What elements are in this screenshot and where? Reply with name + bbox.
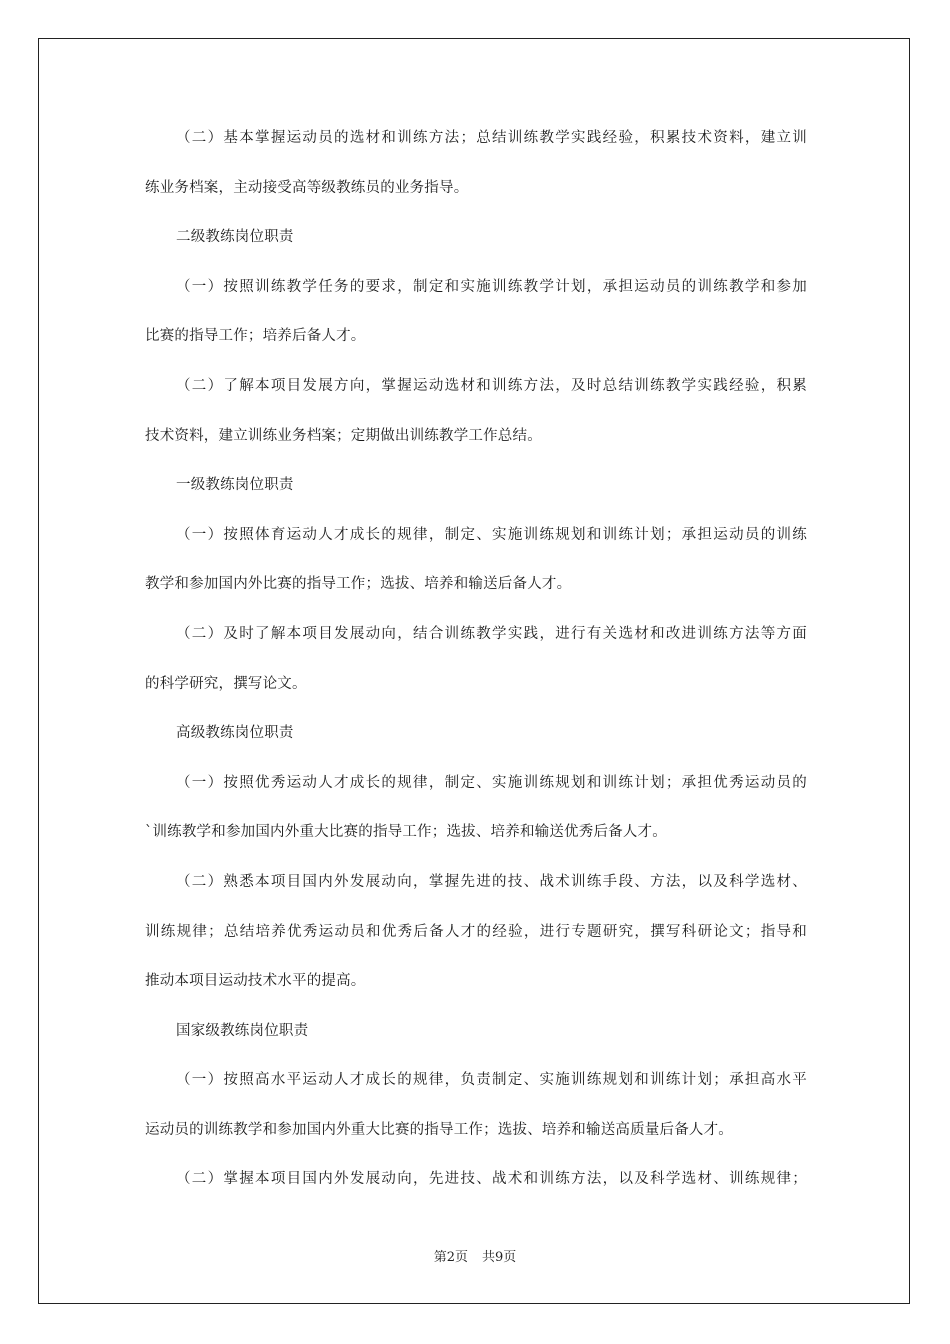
paragraph-line: `训练教学和参加国内外重大比赛的指导工作；选拔、培养和输送优秀后备人才。: [145, 824, 667, 841]
document-body: [145, 114, 807, 1205]
paragraph-line: （二）掌握本项目国内外发展动向，先进技、战术和训练方法，以及科学选材、训练规律；: [176, 1171, 807, 1188]
paragraph-line: （一）按照高水平运动人才成长的规律，负责制定、实施训练规划和训练计划；承担高水平: [176, 1072, 807, 1089]
paragraph-line: 技术资料，建立训练业务档案；定期做出训练教学工作总结。: [145, 427, 542, 444]
paragraph-line: 教学和参加国内外比赛的指导工作；选拔、培养和输送后备人才。: [145, 576, 572, 593]
paragraph-line: 运动员的训练教学和参加国内外重大比赛的指导工作；选拔、培养和输送高质量后备人才。: [145, 1121, 733, 1138]
paragraph-line: （一）按照体育运动人才成长的规律，制定、实施训练规划和训练计划；承担运动员的训练: [176, 526, 807, 543]
page-footer: [0, 1246, 950, 1265]
section-heading: 高级教练岗位职责: [176, 725, 294, 742]
page-total: 共9页: [482, 1250, 517, 1265]
page-number: 第2页: [433, 1250, 468, 1265]
section-heading: 一级教练岗位职责: [176, 477, 294, 494]
section-heading: 二级教练岗位职责: [176, 229, 294, 246]
section-heading: 国家级教练岗位职责: [176, 1022, 309, 1039]
paragraph-line: （二）了解本项目发展方向，掌握运动选材和训练方法，及时总结训练教学实践经验，积累: [176, 377, 807, 394]
paragraph-line: （二）熟悉本项目国内外发展动向，掌握先进的技、战术训练手段、方法，以及科学选材、: [176, 873, 807, 890]
paragraph-line: 比赛的指导工作；培养后备人才。: [145, 328, 366, 345]
paragraph-line: 的科学研究，撰写论文。: [145, 675, 307, 692]
paragraph-line: 训练规律；总结培养优秀运动员和优秀后备人才的经验，进行专题研究，撰写科研论文；指导和: [145, 923, 807, 940]
paragraph-line: 推动本项目运动技术水平的提高。: [145, 973, 366, 990]
paragraph-line: 练业务档案，主动接受高等级教练员的业务指导。: [145, 179, 469, 196]
paragraph-line: （二）及时了解本项目发展动向，结合训练教学实践，进行有关选材和改进训练方法等方面: [176, 625, 807, 642]
paragraph-line: （一）按照训练教学任务的要求，制定和实施训练教学计划，承担运动员的训练教学和参加: [176, 278, 807, 295]
paragraph-line: （一）按照优秀运动人才成长的规律，制定、实施训练规划和训练计划；承担优秀运动员的: [176, 774, 807, 791]
paragraph-line: （二）基本掌握运动员的选材和训练方法；总结训练教学实践经验，积累技术资料，建立训: [176, 130, 807, 146]
